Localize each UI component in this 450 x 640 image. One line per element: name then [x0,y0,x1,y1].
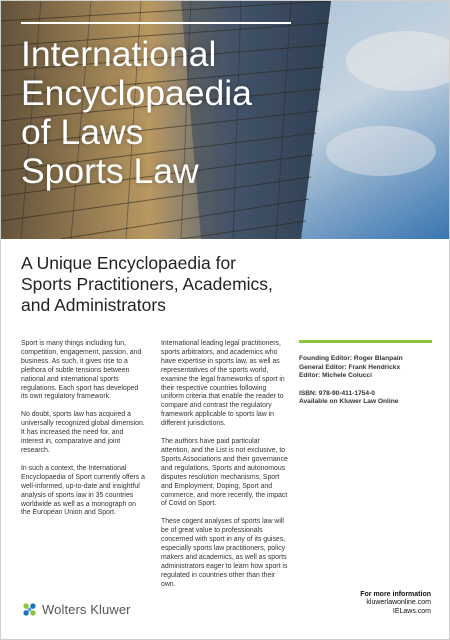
subtitle-heading: A Unique Encyclopaedia for Sports Practitioners, Academics, and Administrators [21,253,273,315]
hero-title: International Encyclopaedia of Laws Sports Law [21,34,252,191]
body-column-2 [161,340,289,599]
more-info-heading: For more information [360,591,431,598]
hero-rule [21,22,291,24]
brand-name: Wolters Kluwer [42,601,131,617]
paragraph: International leading legal practitioners, sports arbitrators, and academics who have expertise in sports law, as well as representatives of the sports world, examine the legal frameworks of sport in their respective countries following uniform criteria that enable the reader to compare and contrast the regulatory framework applicable to sports law in different jurisdictions. [161,340,285,428]
wolters-kluwer-logo-icon [21,601,38,618]
paragraph: No doubt, sports law has acquired a universally recognized global dimension. It has increased the need for, and interest in, comparative and joint research. [21,411,145,454]
founding-editor: Founding Editor: Roger Blanpain [299,355,403,362]
body-column-1 [21,340,146,527]
paragraph: Sport is many things including fun, competition, engagement, passion, and business. As such, it gives rise to a plethora of subtle tensions between national and international sports regulations. Each sport has developed its own regulatory framework. [21,340,142,401]
editors-block [299,355,434,407]
more-info [360,591,431,616]
availability: Available on Kluwer Law Online [299,398,399,406]
general-editor: General Editor: Frank Hendrickx [299,363,401,371]
website-link[interactable]: kluwerlawonline.com [366,599,431,607]
paragraph: The authors have paid particular attention, and the List is not exclusive, to Sports Associations and their governance and regulations, Sports and autonomous disputes resolution mechanisms, Sport and Employment, Doping, Sport and commerce, and more recently, the impact of Covid on Sport. [161,438,288,508]
website-link[interactable]: IELaws.com [392,607,431,615]
paragraph: These cogent analyses of sports law will be of great value to professionals concerned with sport in any of its guises, especially sports law practitioners, policy makers and academics, as well as sports administrators eager to learn how sport is regulated in countries other than their own. [161,518,288,588]
isbn: ISBN: 978-90-411-1754-0 [299,389,375,397]
accent-rule [299,340,432,343]
brand [21,599,131,619]
hero-banner [1,1,450,239]
paragraph: In such a context, the International Encyclopaedia of Sport currently offers a well-informed, up-to-date and insightful analysis of sports law in 35 countries worldwide as well as a monograph on the European Union and Sport. [21,464,145,517]
editor: Editor: Michele Colucci [299,372,372,380]
